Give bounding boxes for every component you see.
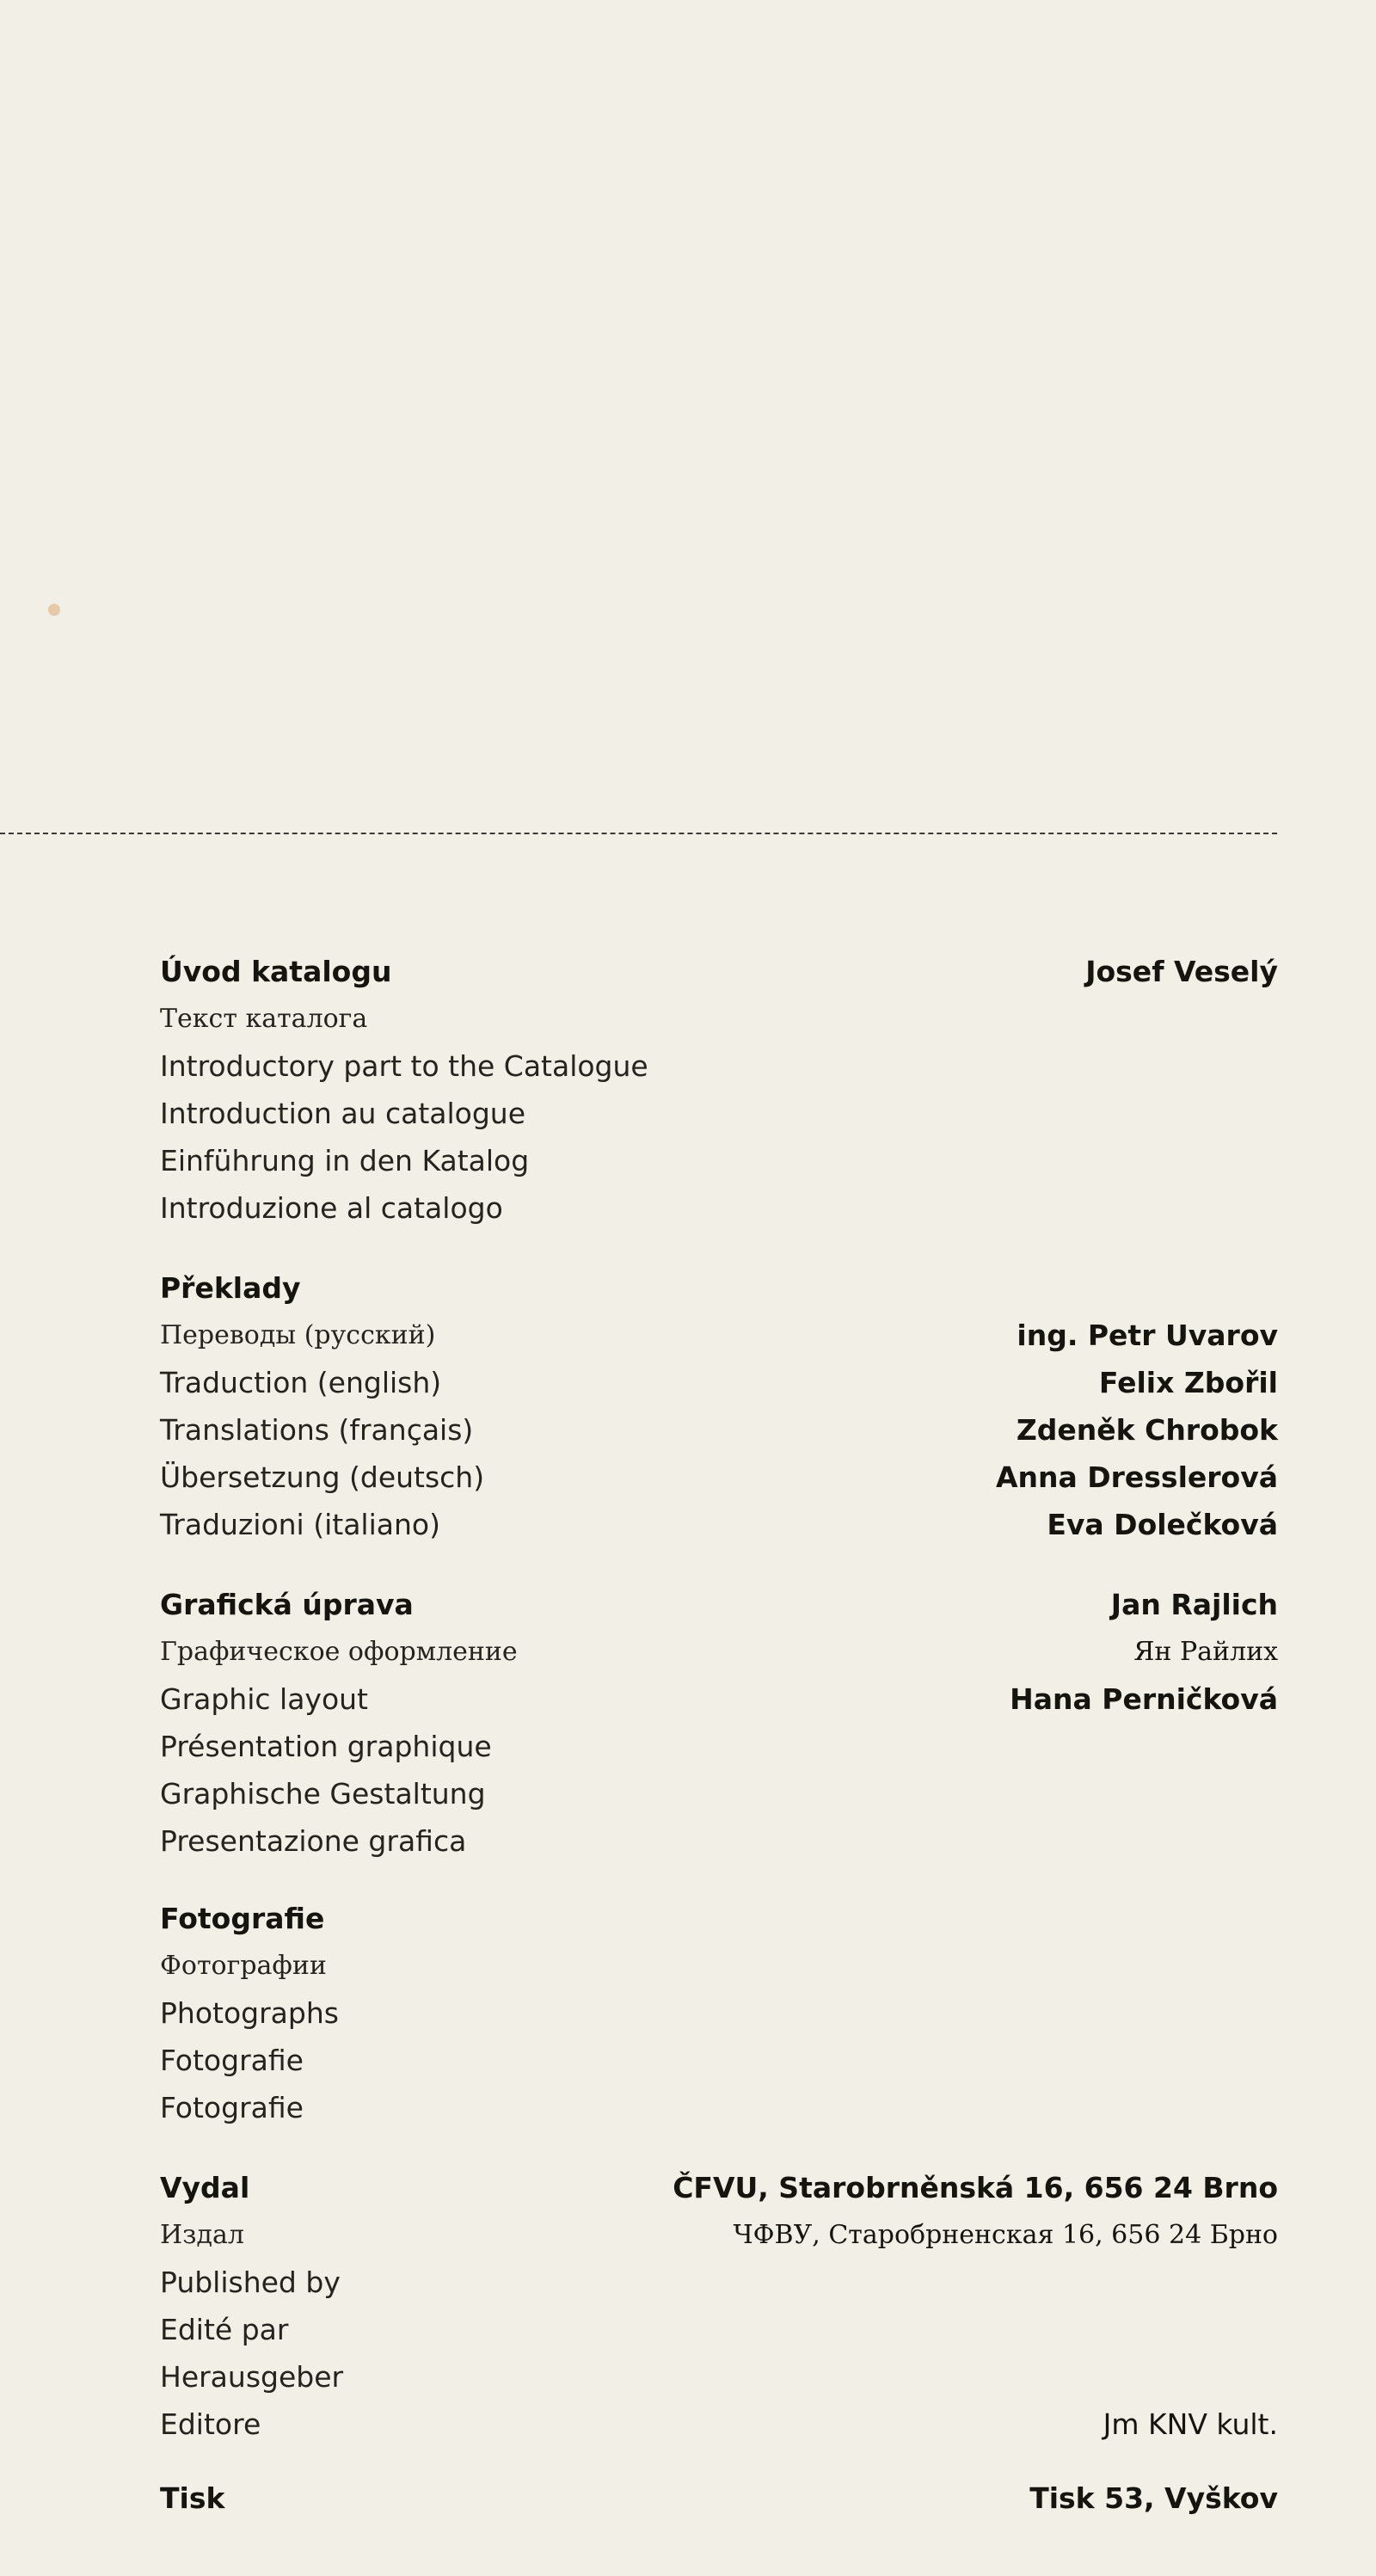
- section-line: Translations (français): [160, 1413, 474, 1447]
- section-line: Graphic layout: [160, 1682, 368, 1716]
- section-line: Photographs: [160, 1996, 339, 2030]
- section-line: Introduzione al catalogo: [160, 1191, 503, 1225]
- section-line: Фотографии: [160, 1951, 327, 1981]
- paper-speck: [48, 604, 60, 616]
- section-heading: Tisk: [160, 2481, 225, 2515]
- section-line: Présentation graphique: [160, 1730, 492, 1763]
- credit-name: Zdeněk Chrobok: [1016, 1413, 1278, 1447]
- section-print: [160, 2475, 1278, 2522]
- section-line: Introduction au catalogue: [160, 1097, 526, 1130]
- section-line: Introductory part to the Catalogue: [160, 1049, 648, 1083]
- section-graphic: [160, 1581, 1278, 1865]
- credit-name: Ян Райлих: [1133, 1637, 1278, 1667]
- section-line: Traduzioni (italiano): [160, 1508, 440, 1541]
- credit-name: Eva Dolečková: [1047, 1508, 1278, 1541]
- section-line: Переводы (русский): [160, 1320, 436, 1350]
- section-line: Herausgeber: [160, 2360, 344, 2394]
- credit-name: Josef Veselý: [1085, 955, 1278, 988]
- publisher-address-ru: ЧФВУ, Старобрненская 16, 656 24 Брно: [733, 2220, 1278, 2250]
- section-translations: [160, 1264, 1278, 1548]
- publisher-address: ČFVU, Starobrněnská 16, 656 24 Brno: [673, 2171, 1278, 2204]
- section-intro: [160, 948, 1278, 1232]
- credit-name: Jan Rajlich: [1110, 1588, 1278, 1621]
- section-line: Fotografie: [160, 2091, 304, 2124]
- credit-name: Felix Zbořil: [1098, 1366, 1278, 1399]
- section-line: Übersetzung (deutsch): [160, 1460, 485, 1494]
- section-line: Edité par: [160, 2313, 289, 2346]
- section-heading: Překlady: [160, 1271, 301, 1305]
- section-line: Einführung in den Katalog: [160, 1144, 530, 1177]
- credit-name: Hana Perničková: [1010, 1682, 1278, 1716]
- section-heading: Grafická úprava: [160, 1588, 414, 1621]
- section-line: Текст каталога: [160, 1004, 368, 1034]
- section-line: Traduction (english): [160, 1366, 442, 1399]
- section-line: Графическое оформление: [160, 1637, 518, 1667]
- section-line: Presentazione grafica: [160, 1824, 467, 1858]
- section-line: Published by: [160, 2266, 341, 2299]
- credit-name: ing. Petr Uvarov: [1017, 1319, 1278, 1352]
- section-line: Editore: [160, 2407, 261, 2441]
- section-heading: Fotografie: [160, 1902, 325, 1935]
- section-line: Издал: [160, 2220, 244, 2250]
- credit-name: Anna Dresslerová: [995, 1460, 1278, 1494]
- section-photos: [160, 1895, 1278, 2131]
- section-heading: Úvod katalogu: [160, 955, 392, 988]
- section-heading: Vydal: [160, 2171, 250, 2204]
- section-publisher: [160, 2164, 1278, 2448]
- approval-note: Jm KNV kult.: [1103, 2407, 1278, 2441]
- dashed-divider: [0, 833, 1277, 834]
- printer-name: Tisk 53, Vyškov: [1029, 2481, 1278, 2515]
- section-line: Graphische Gestaltung: [160, 1777, 486, 1811]
- section-line: Fotografie: [160, 2044, 304, 2077]
